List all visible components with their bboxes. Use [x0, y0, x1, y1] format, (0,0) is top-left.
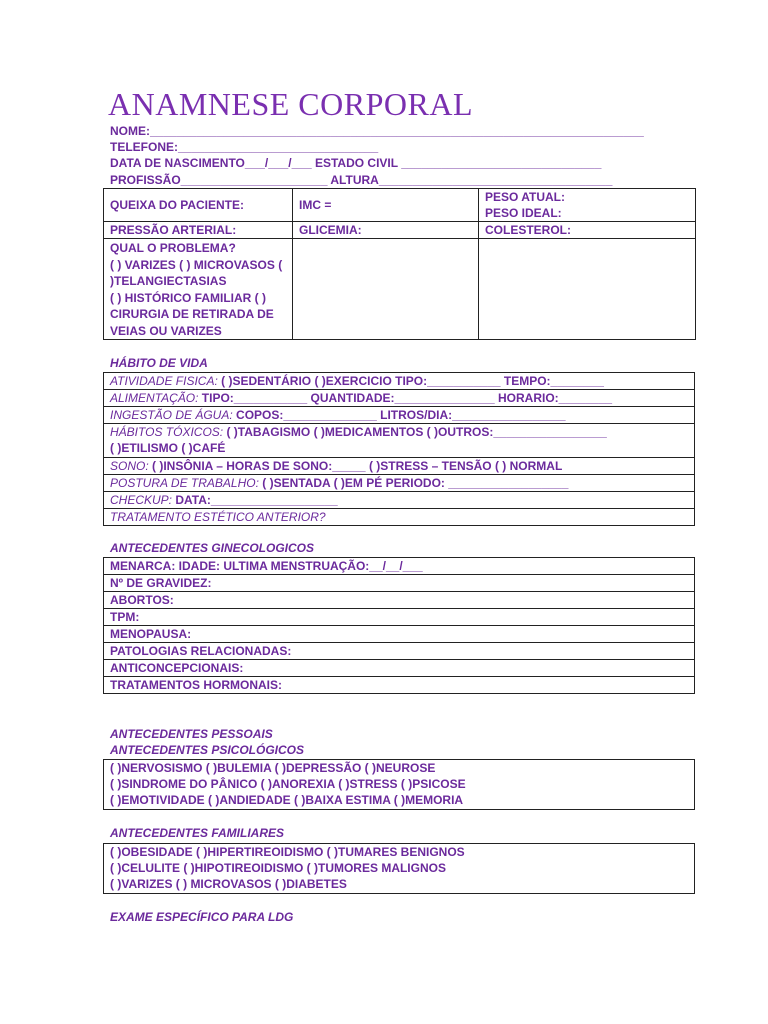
familiares-line: ( )CELULITE ( )HIPOTIREOIDISMO ( )TUMORES MALIGNOS — [110, 861, 446, 875]
peso-cell — [479, 189, 696, 222]
familiares-line: ( )VARIZES ( ) MICROVASOS ( )DIABETES — [110, 877, 347, 891]
problema-option-2: ( ) HISTÓRICO FAMILIAR ( ) CIRURGIA DE RETIRADA DE VEIAS OU VARIZES — [110, 290, 274, 338]
habito-label: TRATAMENTO ESTÉTICO ANTERIOR? — [110, 510, 326, 524]
habito-row — [104, 492, 695, 509]
phone-field-line: TELEFONE:______________________________ — [110, 140, 379, 154]
name-field-line: NOME:__________________________________________________________________________ — [110, 124, 644, 138]
familiares-cell — [104, 844, 695, 894]
profession-field-line: PROFISSÃO______________________ ALTURA___________________________________ — [110, 173, 613, 187]
psicologicos-table — [103, 759, 695, 810]
habito-row — [104, 509, 695, 526]
psicologicos-line: ( )EMOTIVIDADE ( )ANDIEDADE ( )BAIXA ESTIMA ( )MEMORIA — [110, 793, 464, 807]
problema-cell — [104, 239, 293, 340]
gineco-row: ABORTOS: — [104, 592, 695, 609]
pressao-cell: PRESSÃO ARTERIAL: — [104, 222, 293, 239]
gineco-row: Nº DE GRAVIDEZ: — [104, 575, 695, 592]
gineco-heading: ANTECEDENTES GINECOLOGICOS — [110, 541, 315, 555]
gineco-row: MENOPAUSA: — [104, 626, 695, 643]
habito-row — [104, 373, 695, 390]
habito-row — [104, 407, 695, 424]
gineco-table — [103, 557, 695, 694]
habito-value: ( )SENTADA ( )EM PÉ PERIODO: __________________ — [258, 476, 569, 490]
gineco-row: TPM: — [104, 609, 695, 626]
familiares-table — [103, 843, 695, 894]
gineco-row: ANTICONCEPCIONAIS: — [104, 660, 695, 677]
psicologicos-line: ( )SINDROME DO PÂNICO ( )ANOREXIA ( )STRESS ( )PSICOSE — [110, 777, 466, 791]
problema-question: QUAL O PROBLEMA? — [110, 241, 236, 255]
habito-value-2: ( )ETILISMO ( )CAFÉ — [110, 441, 226, 455]
habito-row — [104, 390, 695, 407]
queixa-cell: QUEIXA DO PACIENTE: — [104, 189, 293, 222]
familiares-heading: ANTECEDENTES FAMILIARES — [110, 826, 285, 840]
habito-row — [104, 475, 695, 492]
habito-label: ATIVIDADE FISICA: — [110, 374, 218, 388]
imc-cell: IMC = — [293, 189, 479, 222]
habito-row — [104, 458, 695, 475]
gineco-row: TRATAMENTOS HORMONAIS: — [104, 677, 695, 694]
pessoais-heading: ANTECEDENTES PESSOAIS — [110, 727, 273, 741]
psicologicos-line: ( )NERVOSISMO ( )BULEMIA ( )DEPRESSÃO ( )NEUROSE — [110, 761, 436, 775]
habito-heading: HÁBITO DE VIDA — [110, 356, 208, 370]
habito-value: ( )INSÔNIA – HORAS DE SONO:_____ ( )STRESS – TENSÃO ( ) NORMAL — [148, 459, 563, 473]
habito-label: CHECKUP: — [110, 493, 173, 507]
habito-value: ( )SEDENTÁRIO ( )EXERCICIO TIPO:___________ TEMPO:________ — [217, 374, 604, 388]
patient-table — [103, 188, 696, 340]
habito-label: INGESTÃO DE ÁGUA: — [110, 408, 233, 422]
empty-cell — [479, 239, 696, 340]
habito-value: ( )TABAGISMO ( )MEDICAMENTOS ( )OUTROS:_________________ — [223, 425, 607, 439]
page-title: ANAMNESE CORPORAL — [108, 86, 473, 122]
habito-value: TIPO:___________ QUANTIDADE:_______________ HORARIO:________ — [198, 391, 613, 405]
habito-label: SONO: — [110, 459, 149, 473]
familiares-line: ( )OBESIDADE ( )HIPERTIREOIDISMO ( )TUMARES BENIGNOS — [110, 845, 465, 859]
birthdate-field-line: DATA DE NASCIMENTO___/___/___ ESTADO CIVIL ______________________________ — [110, 156, 602, 170]
habito-table — [103, 372, 695, 526]
colesterol-cell: COLESTEROL: — [479, 222, 696, 239]
peso-ideal-label: PESO IDEAL: — [485, 206, 562, 220]
habito-value: DATA:___________________ — [172, 493, 338, 507]
glicemia-cell: GLICEMIA: — [293, 222, 479, 239]
gineco-row: PATOLOGIAS RELACIONADAS: — [104, 643, 695, 660]
gineco-row: MENARCA: IDADE: ULTIMA MENSTRUAÇÃO:__/__/___ — [104, 558, 695, 575]
exame-heading: EXAME ESPECÍFICO PARA LDG — [110, 910, 294, 924]
habito-label: POSTURA DE TRABALHO: — [110, 476, 259, 490]
psicologicos-heading: ANTECEDENTES PSICOLÓGICOS — [110, 743, 305, 757]
empty-cell — [293, 239, 479, 340]
habito-label: HÁBITOS TÓXICOS: — [110, 425, 224, 439]
peso-atual-label: PESO ATUAL: — [485, 190, 565, 204]
habito-label: ALIMENTAÇÃO: — [110, 391, 199, 405]
problema-option-1: ( ) VARIZES ( ) MICROVASOS ( )TELANGIECTASIAS — [110, 257, 283, 288]
habito-value: COPOS:______________ LITROS/DIA:_________________ — [232, 408, 566, 422]
habito-row — [104, 424, 695, 458]
psicologicos-cell — [104, 760, 695, 810]
